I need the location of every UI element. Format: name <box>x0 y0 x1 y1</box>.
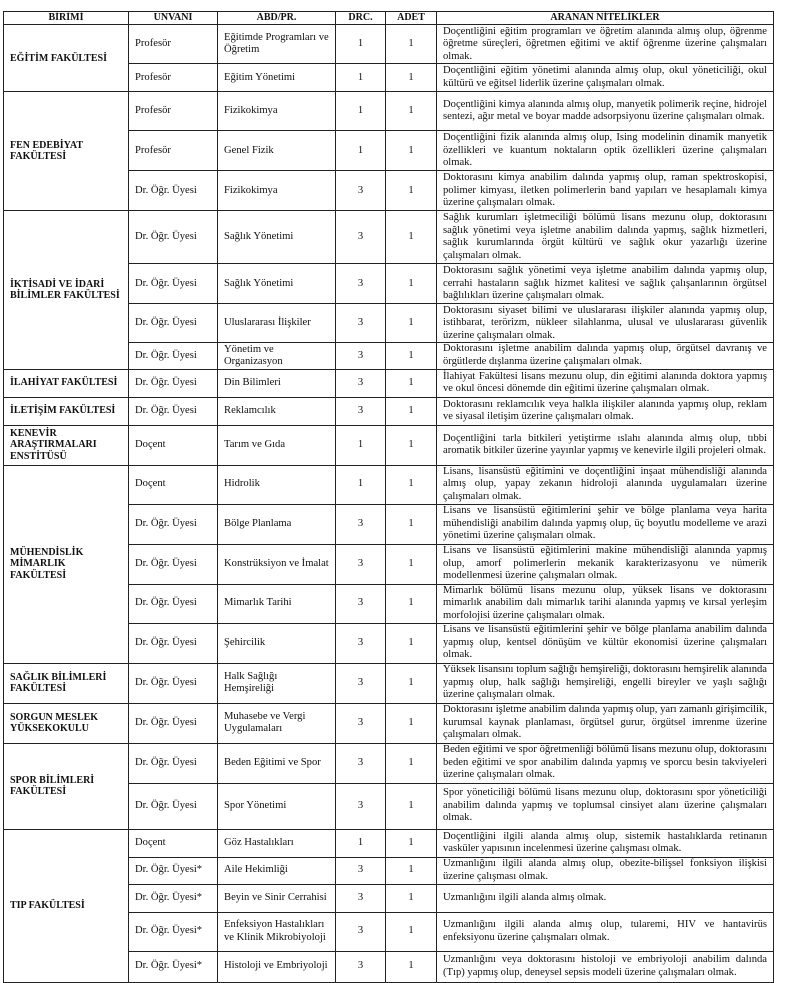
title-cell: Dr. Öğr. Üyesi <box>129 584 218 623</box>
title-cell: Dr. Öğr. Üyesi <box>129 783 218 829</box>
title-cell: Dr. Öğr. Üyesi* <box>129 857 218 884</box>
requirements-cell: Uzmanlığını veya doktorasını histoloji ve embriyoloji anabilim dalında (Tıp) yapmış olup, deneysel sepsis modeli üzerine çalışmaları olmak. <box>437 951 774 982</box>
department-cell: Fizikokimya <box>218 171 336 211</box>
title-cell: Doçent <box>129 425 218 465</box>
unit-cell: TIP FAKÜLTESİ <box>4 829 129 982</box>
degree-cell: 1 <box>336 131 386 171</box>
degree-cell: 3 <box>336 544 386 584</box>
department-cell: Hidrolik <box>218 465 336 504</box>
requirements-cell: Doçentliğini eğitim yönetimi alanında almış olup, okul yöneticiliği, okul kültürü ve eğitsel liderlik üzerine çalışmaları olmak. <box>437 64 774 92</box>
requirements-cell: Doçentliğini eğitim programları ve öğretim alanında almış olup, öğrenme öğretme süreçleri, öğretmen eğitimi ve aktif öğrenme üzerine çalışmaları olmak. <box>437 25 774 64</box>
degree-cell: 3 <box>336 743 386 783</box>
table-row <box>4 743 774 783</box>
title-cell: Dr. Öğr. Üyesi <box>129 504 218 544</box>
title-cell: Dr. Öğr. Üyesi <box>129 663 218 703</box>
requirements-cell: Doçentliğini ilgili alanda almış olup, sistemik hastalıklarda retinanın vasküler yapısının incelenmesi üzerine çalışması olmak. <box>437 829 774 857</box>
degree-cell: 1 <box>336 425 386 465</box>
count-cell: 1 <box>386 544 437 584</box>
department-cell: Beyin ve Sinir Cerrahisi <box>218 884 336 912</box>
title-cell: Dr. Öğr. Üyesi <box>129 304 218 343</box>
title-cell: Profesör <box>129 25 218 64</box>
count-cell: 1 <box>386 912 437 951</box>
table-row <box>4 829 774 857</box>
department-cell: Din Bilimleri <box>218 369 336 397</box>
title-cell: Profesör <box>129 64 218 92</box>
department-cell: Aile Hekimliği <box>218 857 336 884</box>
header-unvan: UNVANI <box>129 12 218 25</box>
degree-cell: 1 <box>336 25 386 64</box>
count-cell: 1 <box>386 504 437 544</box>
degree-cell: 3 <box>336 397 386 425</box>
count-cell: 1 <box>386 343 437 369</box>
count-cell: 1 <box>386 829 437 857</box>
count-cell: 1 <box>386 663 437 703</box>
requirements-cell: Lisans, lisansüstü eğitimini ve doçentliğini inşaat mühendisliği alanında almış olup, yapay zekanın hidroloji alanında uygulamaları üzerine çalışmaları olmak. <box>437 465 774 504</box>
requirements-cell: Uzmanlığını ilgili alanda almış olup, tularemi, HIV ve hantavirüs enfeksiyonu üzerine çalışmaları olmak. <box>437 912 774 951</box>
title-cell: Profesör <box>129 92 218 131</box>
department-cell: Fizikokimya <box>218 92 336 131</box>
department-cell: Histoloji ve Embriyoloji <box>218 951 336 982</box>
requirements-cell: Beden eğitimi ve spor öğretmenliği bölümü lisans mezunu olup, doktorasını beden eğitimi ve spor anabilim dalında yapmış ve sporcu besin takviyeleri üzerine çalışmaları olmak. <box>437 743 774 783</box>
title-cell: Profesör <box>129 131 218 171</box>
table-row <box>4 663 774 703</box>
unit-cell: SAĞLIK BİLİMLERİ FAKÜLTESİ <box>4 663 129 703</box>
degree-cell: 3 <box>336 857 386 884</box>
department-cell: Halk Sağlığı Hemşireliği <box>218 663 336 703</box>
title-cell: Dr. Öğr. Üyesi <box>129 703 218 743</box>
count-cell: 1 <box>386 171 437 211</box>
department-cell: Bölge Planlama <box>218 504 336 544</box>
department-cell: Tarım ve Gıda <box>218 425 336 465</box>
department-cell: Sağlık Yönetimi <box>218 264 336 304</box>
requirements-cell: Uzmanlığını ilgili alanda almış olmak. <box>437 884 774 912</box>
degree-cell: 3 <box>336 951 386 982</box>
count-cell: 1 <box>386 211 437 264</box>
title-cell: Doçent <box>129 465 218 504</box>
degree-cell: 1 <box>336 465 386 504</box>
requirements-cell: Lisans ve lisansüstü eğitimlerini makine mühendisliği alanında yapmış olup, amorf polimerlerin mekanik karakterizasyonu ve nümerik modellenmesi üzerine çalışmaları olmak. <box>437 544 774 584</box>
degree-cell: 3 <box>336 783 386 829</box>
unit-cell: SPOR BİLİMLERİ FAKÜLTESİ <box>4 743 129 829</box>
requirements-cell: Doçentliğini tarla bitkileri yetiştirme ıslahı alanında almış olup, tıbbi aromatik bitkiler üzerine yayınlar yapmış ve kenevirle ilgili projeleri olmak. <box>437 425 774 465</box>
count-cell: 1 <box>386 369 437 397</box>
unit-cell: MÜHENDİSLİK MİMARLIK FAKÜLTESİ <box>4 465 129 663</box>
title-cell: Dr. Öğr. Üyesi <box>129 397 218 425</box>
title-cell: Dr. Öğr. Üyesi* <box>129 912 218 951</box>
degree-cell: 3 <box>336 304 386 343</box>
department-cell: Reklamcılık <box>218 397 336 425</box>
department-cell: Spor Yönetimi <box>218 783 336 829</box>
count-cell: 1 <box>386 584 437 623</box>
requirements-cell: Yüksek lisansını toplum sağlığı hemşireliği, doktorasını hemşirelik alanında yapmış olup, halk sağlığı hemşireliği, engelli bireyler ve yaşlı sağlığı üzerine çalışmaları olmak. <box>437 663 774 703</box>
title-cell: Dr. Öğr. Üyesi <box>129 211 218 264</box>
count-cell: 1 <box>386 92 437 131</box>
count-cell: 1 <box>386 425 437 465</box>
unit-cell: İLAHİYAT FAKÜLTESİ <box>4 369 129 397</box>
requirements-cell: Doktorasını sağlık yönetimi veya işletme anabilim dalında yapmış olup, cerrahi hastaların sağlık hizmet kalitesi ve sağlık çalışanlarının örgütsel bağlılıkları üzerine çalışmaları olmak. <box>437 264 774 304</box>
title-cell: Dr. Öğr. Üyesi <box>129 171 218 211</box>
header-abd: ABD/PR. <box>218 12 336 25</box>
count-cell: 1 <box>386 25 437 64</box>
department-cell: Sağlık Yönetimi <box>218 211 336 264</box>
requirements-cell: Mimarlık bölümü lisans mezunu olup, yüksek lisans ve doktorasını mimarlık anabilim dalı mimarlık tarihi alanında yapmış ve kırsal yerleşim morfolojisi üzerine çalışmaları olmak. <box>437 584 774 623</box>
table-row <box>4 703 774 743</box>
degree-cell: 3 <box>336 663 386 703</box>
degree-cell: 1 <box>336 92 386 131</box>
department-cell: Eğitim Yönetimi <box>218 64 336 92</box>
department-cell: Şehircilik <box>218 623 336 663</box>
table-row <box>4 397 774 425</box>
count-cell: 1 <box>386 465 437 504</box>
department-cell: Beden Eğitimi ve Spor <box>218 743 336 783</box>
count-cell: 1 <box>386 703 437 743</box>
title-cell: Dr. Öğr. Üyesi <box>129 623 218 663</box>
degree-cell: 3 <box>336 584 386 623</box>
title-cell: Dr. Öğr. Üyesi <box>129 369 218 397</box>
requirements-cell: İlahiyat Fakültesi lisans mezunu olup, din eğitimi alanında doktora yapmış ve okul öncesi dönemde din eğitimi üzerine çalışmaları olmak. <box>437 369 774 397</box>
count-cell: 1 <box>386 783 437 829</box>
header-drc: DRC. <box>336 12 386 25</box>
title-cell: Dr. Öğr. Üyesi <box>129 743 218 783</box>
count-cell: 1 <box>386 264 437 304</box>
count-cell: 1 <box>386 743 437 783</box>
table-row <box>4 369 774 397</box>
requirements-cell: Doktorasını reklamcılık veya halkla ilişkiler alanında yapmış olup, reklam ve siyasal iletişim üzerine çalışmaları olmak. <box>437 397 774 425</box>
requirements-cell: Doktorasını kimya anabilim dalında yapmış olup, raman spektroskopisi, polimer kimyası, iletken polimerlerin band yapıları ve hesaplamalı kimya üzerine çalışmaları olmak. <box>437 171 774 211</box>
department-cell: Muhasebe ve Vergi Uygulamaları <box>218 703 336 743</box>
header-adet: ADET <box>386 12 437 25</box>
department-cell: Genel Fizik <box>218 131 336 171</box>
title-cell: Dr. Öğr. Üyesi <box>129 544 218 584</box>
unit-cell: İKTİSADİ VE İDARİ BİLİMLER FAKÜLTESİ <box>4 211 129 369</box>
count-cell: 1 <box>386 131 437 171</box>
requirements-cell: Doçentliğini kimya alanında almış olup, manyetik polimerik reçine, hidrojel sentezi, ağır metal ve boyar madde adsorpsiyonu üzerine çalışmaları olmak. <box>437 92 774 131</box>
department-cell: Eğitimde Programları ve Öğretim <box>218 25 336 64</box>
requirements-cell: Doçentliğini fizik alanında almış olup, Ising modelinin dinamik manyetik özellikleri ve kuantum noktaların optik özellikleri üzerine çalışmaları olmak. <box>437 131 774 171</box>
table-row <box>4 25 774 64</box>
degree-cell: 3 <box>336 884 386 912</box>
table-header-row <box>4 12 774 25</box>
count-cell: 1 <box>386 397 437 425</box>
table-row <box>4 92 774 131</box>
title-cell: Dr. Öğr. Üyesi <box>129 264 218 304</box>
table-row <box>4 425 774 465</box>
requirements-cell: Uzmanlığını ilgili alanda almış olup, obezite-bilişsel fonksiyon ilişkisi üzerine çalışması olmak. <box>437 857 774 884</box>
requirements-cell: Doktorasını işletme anabilim dalında yapmış olup, yarı zamanlı girişimcilik, kurumsal kaynak planlaması, örgütsel gurur, örgütsel imrenme üzerine çalışmaları olmak. <box>437 703 774 743</box>
department-cell: Enfeksiyon Hastalıkları ve Klinik Mikrobiyoloji <box>218 912 336 951</box>
unit-cell: KENEVİR ARAŞTIRMALARI ENSTİTÜSÜ <box>4 425 129 465</box>
unit-cell: FEN EDEBİYAT FAKÜLTESİ <box>4 92 129 211</box>
degree-cell: 3 <box>336 264 386 304</box>
department-cell: Yönetim ve Organizasyon <box>218 343 336 369</box>
requirements-cell: Lisans ve lisansüstü eğitimlerini şehir ve bölge planlama anabilim dalında yapmış olup, kentsel dönüşüm ve kültür ekonomisi üzerine çalışmaları olmak. <box>437 623 774 663</box>
requirements-cell: Doktorasını işletme anabilim dalında yapmış olup, örgütsel davranış ve örgütlerde dışlanma üzerine çalışmaları olmak. <box>437 343 774 369</box>
department-cell: Mimarlık Tarihi <box>218 584 336 623</box>
department-cell: Konstrüksiyon ve İmalat <box>218 544 336 584</box>
degree-cell: 3 <box>336 504 386 544</box>
title-cell: Dr. Öğr. Üyesi* <box>129 951 218 982</box>
count-cell: 1 <box>386 884 437 912</box>
table-row <box>4 211 774 264</box>
document-page <box>3 11 774 983</box>
degree-cell: 3 <box>336 171 386 211</box>
degree-cell: 3 <box>336 211 386 264</box>
count-cell: 1 <box>386 857 437 884</box>
title-cell: Dr. Öğr. Üyesi <box>129 343 218 369</box>
count-cell: 1 <box>386 623 437 663</box>
header-birim: BİRİMİ <box>4 12 129 25</box>
count-cell: 1 <box>386 304 437 343</box>
title-cell: Dr. Öğr. Üyesi* <box>129 884 218 912</box>
requirements-cell: Doktorasını siyaset bilimi ve uluslararası ilişkiler alanında yapmış olup, istihbarat, terörizm, nükleer silahlanma, ulusal ve uluslararası güvenlik üzerine çalışmaları olmak. <box>437 304 774 343</box>
degree-cell: 1 <box>336 64 386 92</box>
header-nitelik: ARANAN NİTELİKLER <box>437 12 774 25</box>
degree-cell: 1 <box>336 829 386 857</box>
table-row <box>4 465 774 504</box>
department-cell: Uluslararası İlişkiler <box>218 304 336 343</box>
count-cell: 1 <box>386 64 437 92</box>
requirements-cell: Lisans ve lisansüstü eğitimlerini şehir ve bölge planlama veya harita mühendisliği anabilim dalında yapmış olup, üç boyutlu modelleme ve arazi yönetimi üzerine çalışmaları olmak. <box>437 504 774 544</box>
unit-cell: SORGUN MESLEK YÜKSEKOKULU <box>4 703 129 743</box>
degree-cell: 3 <box>336 703 386 743</box>
positions-table <box>3 11 774 983</box>
title-cell: Doçent <box>129 829 218 857</box>
unit-cell: İLETİŞİM FAKÜLTESİ <box>4 397 129 425</box>
department-cell: Göz Hastalıkları <box>218 829 336 857</box>
requirements-cell: Spor yöneticiliği bölümü lisans mezunu olup, doktorasını spor yöneticiliği anabilim dalında yapmış ve toplumsal cinsiyet alanı üzerine çalışmaları olmak. <box>437 783 774 829</box>
degree-cell: 3 <box>336 623 386 663</box>
unit-cell: EĞİTİM FAKÜLTESİ <box>4 25 129 92</box>
count-cell: 1 <box>386 951 437 982</box>
requirements-cell: Sağlık kurumları işletmeciliği bölümü lisans mezunu olup, doktorasını sağlık yönetimi veya işletme anabilim dalında yapmış, sağlık hizmetleri, sağlık kurumlarında örgüt kültürü ve sağlık okur yazarlığı üzerine çalışmaları olmak. <box>437 211 774 264</box>
degree-cell: 3 <box>336 343 386 369</box>
degree-cell: 3 <box>336 912 386 951</box>
degree-cell: 3 <box>336 369 386 397</box>
